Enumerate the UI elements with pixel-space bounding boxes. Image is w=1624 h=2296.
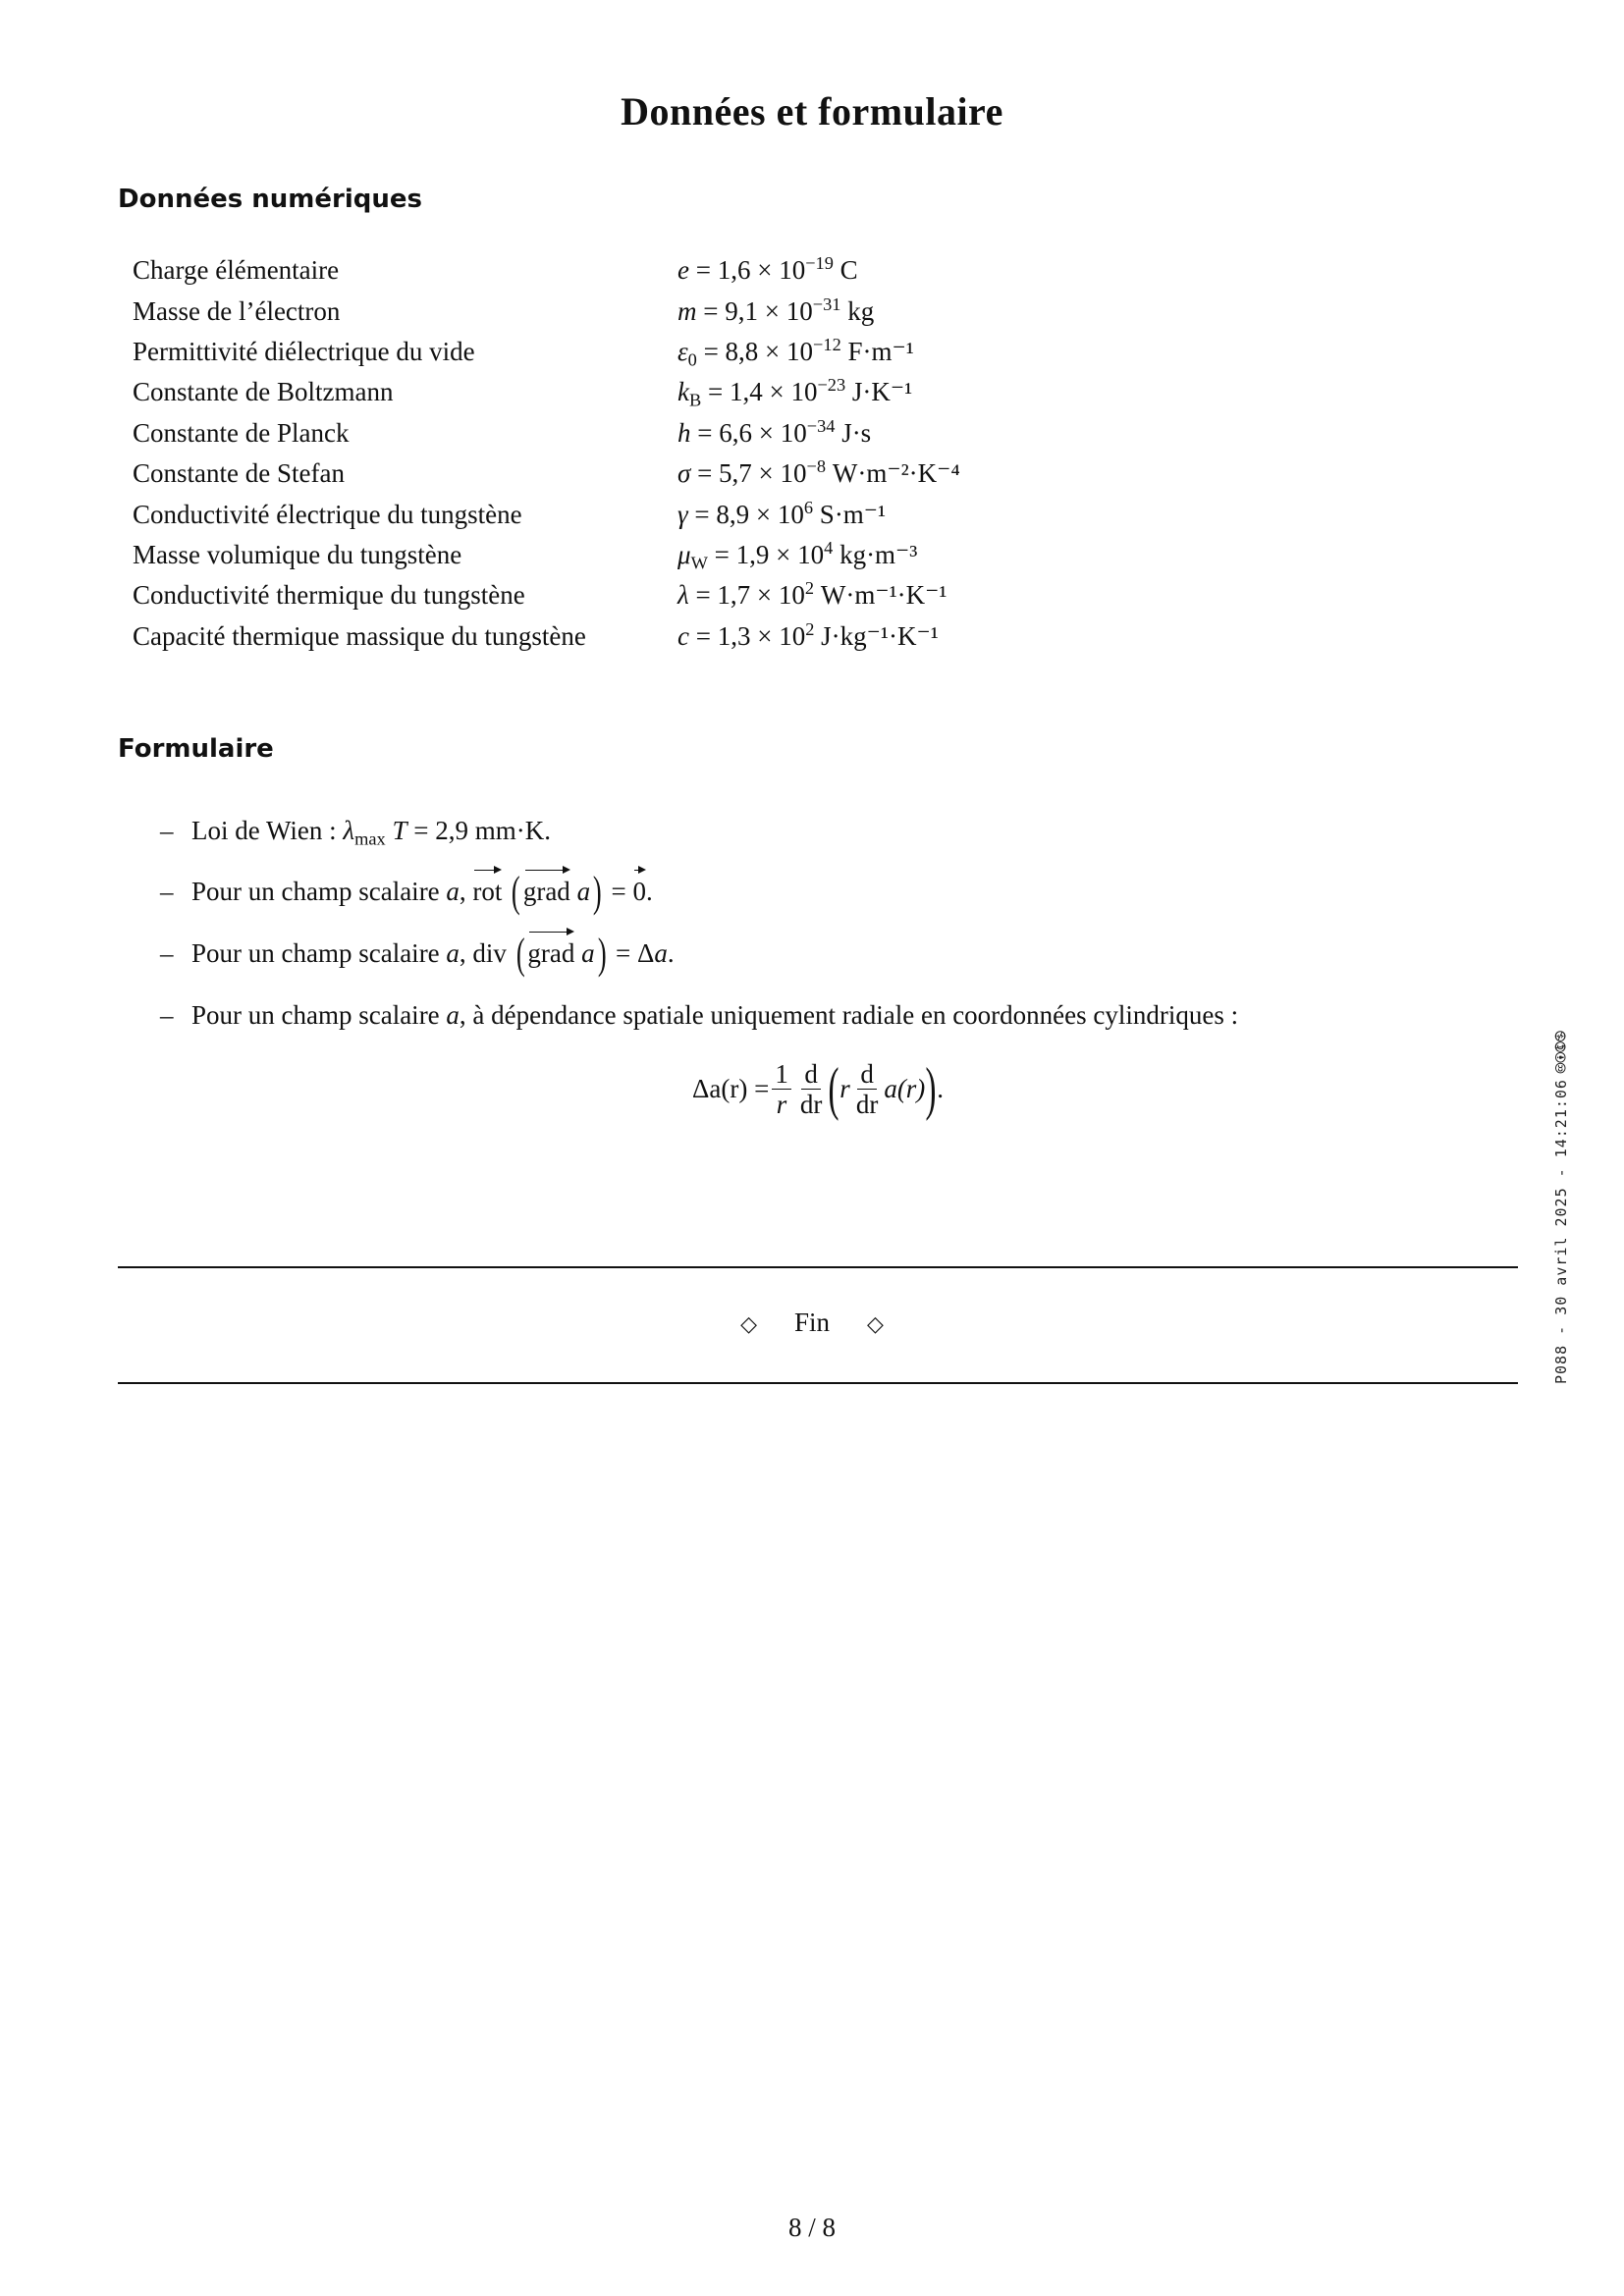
constant-label: Constante de Stefan <box>133 458 345 489</box>
side-stamp: P088 - 30 avril 2025 - 14:21:06🅭🅯🅮🄏 <box>1551 1030 1570 1384</box>
constant-label: Permittivité diélectrique du vide <box>133 336 475 366</box>
constant-value: $e = 1,6 \times 10^{-19}$ C <box>677 253 858 286</box>
fraction: $\frac{d}{dr}$ <box>799 1059 823 1119</box>
section-heading-donnees: Données numériques <box>118 185 422 214</box>
formula-list <box>160 813 1436 1058</box>
constant-value: $\mu_W = 1,9 \times 10^4$ kg·m⁻³ <box>677 537 918 573</box>
display-equation-laplacian: Δa(r) = $\frac{1}{r}$ $\frac{d}{dr}$ ( r $\frac{d}{dr}$ a(r) ) . <box>692 1056 945 1121</box>
constant-row <box>133 575 960 615</box>
formula-wien: – Loi de Wien : $\lambda_{max}$ T = 2,9 mm·K. <box>160 816 551 849</box>
formula-rot-grad: – Pour un champ scalaire a, rot ( grad a) = 0. <box>160 868 653 916</box>
constant-label: Conductivité thermique du tungstène <box>133 580 525 611</box>
page-number: 8 / 8 <box>787 2213 836 2242</box>
constant-row <box>133 250 960 291</box>
constant-row <box>133 372 960 412</box>
constant-value: $m = 9,1 \times 10^{-31}$ kg <box>677 294 875 326</box>
constant-label: Constante de Boltzmann <box>133 377 394 407</box>
constant-value: $\gamma = 8,9 \times 10^6$ S·m⁻¹ <box>677 497 887 529</box>
diamond-icon: ◇ <box>740 1312 757 1337</box>
constant-row <box>133 332 960 372</box>
creative-commons-icon: 🅭🅯🅮🄏 <box>1551 1030 1570 1074</box>
constant-value: $k_B = 1,4 \times 10^{-23}$ J·K⁻¹ <box>677 375 913 410</box>
constant-row <box>133 291 960 331</box>
constant-label: Masse de l’électron <box>133 295 341 326</box>
constant-label: Constante de Planck <box>133 417 350 448</box>
constant-label: Masse volumique du tungstène <box>133 539 462 569</box>
constant-label: Capacité thermique massique du tungstène <box>133 620 586 651</box>
diamond-icon: ◇ <box>867 1312 884 1337</box>
constant-value: $h = 6,6 \times 10^{-34}$ J·s <box>677 415 872 448</box>
constant-label: Conductivité électrique du tungstène <box>133 499 522 529</box>
constant-row <box>133 616 960 657</box>
constant-value: $c = 1,3 \times 10^2$ J·kg⁻¹·K⁻¹ <box>677 618 939 651</box>
constant-row <box>133 494 960 534</box>
constant-label: Charge élémentaire <box>133 255 340 286</box>
formula-radial-laplacian: – Pour un champ scalaire a, à dépendance spatiale uniquement radiale en coordonnées cylindriques : <box>160 1000 1239 1030</box>
constant-row <box>133 454 960 494</box>
end-marker <box>0 1308 1624 1338</box>
page-title: Données et formulaire <box>621 89 1003 133</box>
constant-value: $\varepsilon_0 = 8,8 \times 10^{-12}$ F·m⁻¹ <box>677 334 914 370</box>
fraction: $\frac{1}{r}$ <box>772 1059 791 1119</box>
divider-top <box>118 1266 1518 1268</box>
divider-bottom <box>118 1382 1518 1384</box>
formula-div-grad: – Pour un champ scalaire a, div ( grad a) = Δa. <box>160 930 675 978</box>
fraction: $\frac{d}{dr}$ <box>855 1059 879 1119</box>
constant-row <box>133 413 960 454</box>
end-label: Fin <box>793 1308 831 1337</box>
constant-value: $\lambda = 1,7 \times 10^2$ W·m⁻¹·K⁻¹ <box>677 578 947 611</box>
constant-value: $\sigma = 5,7 \times 10^{-8}$ W·m⁻²·K⁻⁴ <box>677 456 960 489</box>
section-heading-formulaire: Formulaire <box>118 734 274 764</box>
constant-row <box>133 535 960 575</box>
constants-table <box>133 250 960 657</box>
